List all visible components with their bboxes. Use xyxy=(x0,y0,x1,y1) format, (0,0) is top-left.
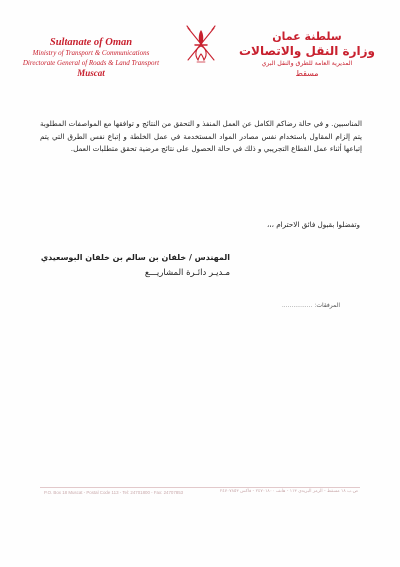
oman-khanjar-emblem-icon xyxy=(184,22,218,66)
letter-body-paragraph: المناسبين. و في حالة رضاكم الكامل عن العمل المنفذ و التحقق من النتائج و توافقها مع المواصفات المطلوبة يتم إلزام المقاول باستخدام نفس مصادر المواد المستخدمة في عمل الخلطة و إتباع نفس الطرق التي يتم إتباعها أثناء عمل القطاع التجريبي و ذلك في حالة الحصول على نتائج مرضية تحقق متطلبات العمل. xyxy=(40,119,362,153)
letterhead-english xyxy=(16,36,166,79)
letterhead-ar-city: مسقط xyxy=(295,69,319,78)
attachments-label: المرفقات xyxy=(316,302,340,309)
signatory-title: مـديـر دائـرة المشاريـــع xyxy=(144,268,230,278)
letterhead-ar-ministry: وزارة النقل والاتصالات xyxy=(238,44,376,58)
letterhead-en-city: Muscat xyxy=(77,68,105,78)
attachments-line: المرفقات: ................ xyxy=(281,302,340,309)
footer-divider xyxy=(40,487,360,488)
letterhead-en-title: Sultanate of Oman xyxy=(49,37,133,48)
signature-block xyxy=(40,250,230,280)
letterhead-arabic xyxy=(232,30,382,79)
footer-contact-arabic: ص.ب ١٨ مسقط - الرمز البريدي ١١٣ - هاتف ٢٤٧٠١٨٠٠ - فاكس ٢٤٧٠٧٨٥٣ xyxy=(219,489,358,494)
footer-contact-english: P.O. Box 18 Muscat - Postal Code 113 - Tel: 24701800 - Fax: 24707853 xyxy=(44,490,184,495)
letter-closing: وتفضلوا بقبول فائق الاحترام ،،، xyxy=(266,220,360,229)
letterhead-en-directorate: Directorate General of Roads & Land Transport xyxy=(22,58,160,67)
letterhead-en-ministry: Ministry of Transport & Communications xyxy=(32,49,150,57)
letterhead-ar-title: سلطنة عمان xyxy=(272,30,342,43)
signatory-name: المهندس / خلفان بن سالم بن خلفان البوسعيدي xyxy=(40,253,230,262)
letterhead-ar-directorate: المديرية العامة للطرق والنقل البري xyxy=(261,60,353,67)
